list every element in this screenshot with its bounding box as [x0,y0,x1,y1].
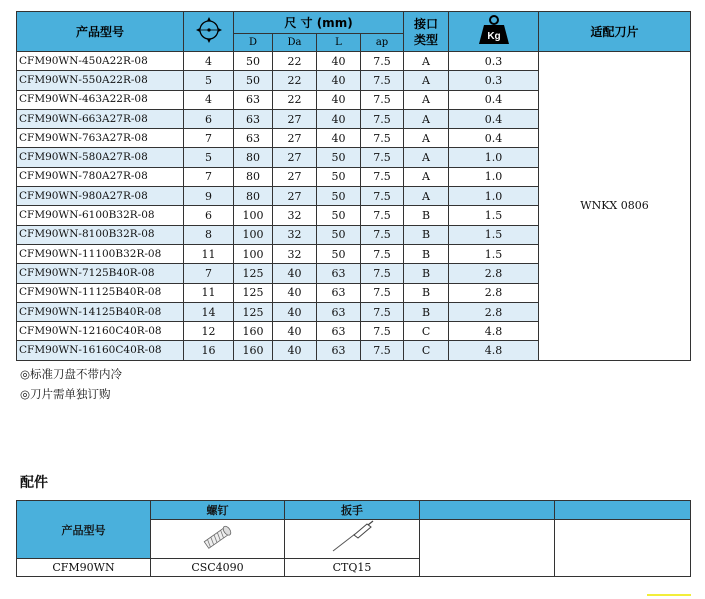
cell-l: 50 [317,206,361,225]
cell-ap: 7.5 [361,129,404,148]
cell-z: 16 [184,341,234,360]
cell-type: B [404,283,449,302]
cell-d: 160 [234,322,273,341]
header-ap: ap [361,34,404,52]
cell-d: 80 [234,148,273,167]
cell-l: 40 [317,71,361,90]
cell-da: 32 [273,225,317,244]
cell-l: 40 [317,109,361,128]
cell-kg: 1.5 [449,225,539,244]
cell-ap: 7.5 [361,341,404,360]
acc-wrench-value: CTQ15 [285,559,420,577]
cell-z: 4 [184,52,234,71]
cell-z: 7 [184,129,234,148]
acc-header-model: 产品型号 [17,501,151,559]
cell-l: 40 [317,129,361,148]
cell-model: CFM90WN-550A22R-08 [17,71,184,90]
cell-l: 63 [317,322,361,341]
cell-d: 63 [234,109,273,128]
cell-kg: 0.4 [449,109,539,128]
cell-da: 22 [273,90,317,109]
cell-type: B [404,206,449,225]
cell-model: CFM90WN-12160C40R-08 [17,322,184,341]
accessories-title: 配件 [20,475,48,491]
cell-type: C [404,322,449,341]
cell-kg: 1.0 [449,167,539,186]
note-insert-order: ◎刀片需单独订购 [20,387,111,401]
cell-ap: 7.5 [361,302,404,321]
cell-type: B [404,302,449,321]
cell-d: 50 [234,71,273,90]
acc-model-value: CFM90WN [17,559,151,577]
weight-icon-label: Kg [486,31,501,42]
cell-l: 63 [317,302,361,321]
cell-kg: 4.8 [449,322,539,341]
cell-type: A [404,148,449,167]
cell-d: 100 [234,244,273,263]
cell-z: 6 [184,206,234,225]
acc-header-screw: 螺钉 [151,501,285,520]
cell-l: 50 [317,148,361,167]
cell-z: 5 [184,71,234,90]
cell-z: 4 [184,90,234,109]
screw-icon [151,520,285,559]
cell-d: 80 [234,167,273,186]
cell-model: CFM90WN-7125B40R-08 [17,264,184,283]
cell-z: 12 [184,322,234,341]
cell-type: C [404,341,449,360]
cell-model: CFM90WN-11125B40R-08 [17,283,184,302]
cell-kg: 0.3 [449,52,539,71]
cell-da: 27 [273,187,317,206]
cell-z: 9 [184,187,234,206]
cell-d: 100 [234,225,273,244]
cell-model: CFM90WN-763A27R-08 [17,129,184,148]
cell-ap: 7.5 [361,264,404,283]
cutter-spec-rows [17,52,691,361]
cell-kg: 2.8 [449,264,539,283]
acc-empty-cell-2 [555,520,691,577]
cell-l: 50 [317,167,361,186]
cell-l: 50 [317,244,361,263]
cell-l: 40 [317,90,361,109]
cell-type: A [404,71,449,90]
cell-da: 40 [273,322,317,341]
cell-da: 40 [273,264,317,283]
cell-type: A [404,129,449,148]
cell-da: 40 [273,341,317,360]
cell-d: 50 [234,52,273,71]
cell-type: A [404,167,449,186]
cell-model: CFM90WN-780A27R-08 [17,167,184,186]
header-D: D [234,34,273,52]
cell-z: 14 [184,302,234,321]
cell-d: 125 [234,302,273,321]
cell-kg: 1.5 [449,206,539,225]
weight-icon [449,12,539,52]
cell-ap: 7.5 [361,244,404,263]
cell-z: 11 [184,244,234,263]
cell-ap: 7.5 [361,167,404,186]
cell-kg: 0.3 [449,71,539,90]
cell-ap: 7.5 [361,52,404,71]
acc-screw-value: CSC4090 [151,559,285,577]
cell-ap: 7.5 [361,206,404,225]
cell-type: A [404,187,449,206]
cell-kg: 1.0 [449,148,539,167]
cell-kg: 0.4 [449,129,539,148]
cell-da: 22 [273,52,317,71]
highlight-mark [647,594,691,596]
cell-model: CFM90WN-11100B32R-08 [17,244,184,263]
acc-header-empty-1 [420,501,555,520]
acc-header-empty-2 [555,501,691,520]
cell-ap: 7.5 [361,148,404,167]
cell-d: 63 [234,90,273,109]
header-L: L [317,34,361,52]
cell-model: CFM90WN-663A27R-08 [17,109,184,128]
cell-l: 50 [317,187,361,206]
cell-model: CFM90WN-8100B32R-08 [17,225,184,244]
cell-type: B [404,244,449,263]
header-Da: Da [273,34,317,52]
cell-kg: 2.8 [449,283,539,302]
acc-empty-cell-1 [420,520,555,577]
wrench-icon [285,520,420,559]
cell-da: 32 [273,244,317,263]
cell-ap: 7.5 [361,225,404,244]
header-interface-type: 接口类型 [404,12,449,52]
cell-z: 11 [184,283,234,302]
cell-d: 125 [234,283,273,302]
cell-model: CFM90WN-16160C40R-08 [17,341,184,360]
cell-type: A [404,90,449,109]
cell-kg: 1.0 [449,187,539,206]
teeth-count-icon [184,12,234,52]
cell-z: 7 [184,264,234,283]
cell-ap: 7.5 [361,283,404,302]
cell-kg: 2.8 [449,302,539,321]
cell-da: 27 [273,129,317,148]
cell-z: 5 [184,148,234,167]
accessories-table [16,500,691,577]
cell-model: CFM90WN-463A22R-08 [17,90,184,109]
cell-model: CFM90WN-6100B32R-08 [17,206,184,225]
cell-d: 125 [234,264,273,283]
cell-model: CFM90WN-450A22R-08 [17,52,184,71]
cell-da: 27 [273,167,317,186]
table-row [17,52,691,71]
cell-d: 80 [234,187,273,206]
cell-l: 40 [317,52,361,71]
cell-ap: 7.5 [361,322,404,341]
cell-model: CFM90WN-980A27R-08 [17,187,184,206]
cell-d: 160 [234,341,273,360]
cell-da: 40 [273,302,317,321]
cell-z: 8 [184,225,234,244]
cell-model: CFM90WN-580A27R-08 [17,148,184,167]
cell-ap: 7.5 [361,109,404,128]
cell-da: 40 [273,283,317,302]
cell-ap: 7.5 [361,90,404,109]
header-dimensions: 尺 寸 (mm) [234,12,404,34]
cell-type: A [404,109,449,128]
cell-kg: 0.4 [449,90,539,109]
cell-ap: 7.5 [361,71,404,90]
cell-da: 22 [273,71,317,90]
cell-da: 32 [273,206,317,225]
cell-l: 50 [317,225,361,244]
cutter-spec-table [16,11,691,361]
cell-z: 7 [184,167,234,186]
cell-kg: 1.5 [449,244,539,263]
acc-header-wrench: 扳手 [285,501,420,520]
cell-l: 63 [317,341,361,360]
cell-d: 100 [234,206,273,225]
cell-l: 63 [317,264,361,283]
cell-type: A [404,52,449,71]
cell-l: 63 [317,283,361,302]
cell-kg: 4.8 [449,341,539,360]
cell-ap: 7.5 [361,187,404,206]
cell-da: 27 [273,109,317,128]
cell-type: B [404,264,449,283]
cell-da: 27 [273,148,317,167]
cell-d: 63 [234,129,273,148]
header-insert: 适配刀片 [539,12,691,52]
cell-z: 6 [184,109,234,128]
cell-type: B [404,225,449,244]
note-no-coolant: ◎标准刀盘不带内冷 [20,367,123,381]
cell-insert: WNKX 0806 [539,52,691,361]
cell-model: CFM90WN-14125B40R-08 [17,302,184,321]
header-model: 产品型号 [17,12,184,52]
